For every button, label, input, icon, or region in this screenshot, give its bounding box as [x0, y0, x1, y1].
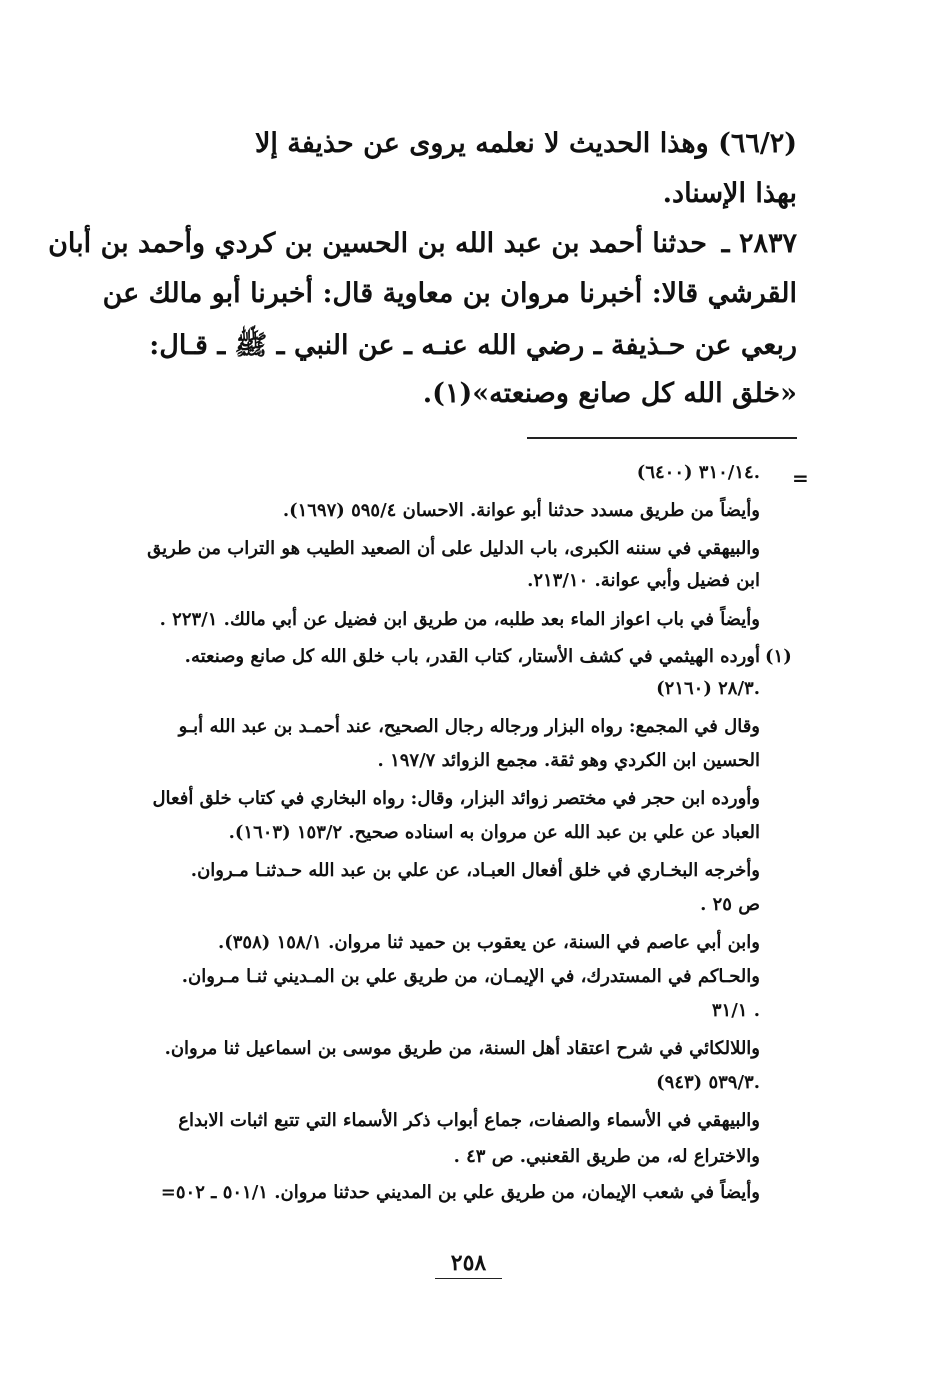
footnote-line: وابن أبي عاصم في السنة، عن يعقوب بن حميد ثنا مروان. ١٥٨/١ (٣٥٨). — [217, 932, 760, 953]
footnote-line: ٣١/١ . — [711, 1000, 760, 1021]
main-text-line-3: حدثنا أحمد بن عبد الله بن الحسين بن كردي وأحمد بن أبان — [48, 228, 707, 259]
footnote-marker: (١) — [765, 646, 792, 667]
footnote-line: وأخرجه البخـاري في خلق أفعال العبـاد، عن علي بن عبد الله حـدثنـا مـروان. — [190, 860, 760, 881]
footnote-line: والاختراع له، من طريق القعنبي. ص ٤٣ . — [453, 1146, 760, 1167]
footnote-line: وأورده ابن حجر في مختصر زوائد البزار، وقال: رواه البخاري في كتاب خلق أفعال — [152, 788, 760, 809]
hadith-number: ٢٨٣٧ ـ — [721, 228, 797, 259]
page-number — [0, 1250, 937, 1276]
main-text-line-4: القرشي قالا: أخبرنا مروان بن معاوية قال: أخبرنا أبو مالك عن — [102, 278, 797, 309]
footnote-line: والبيهقي في سننه الكبرى، باب الدليل على أن الصعيد الطيب هو التراب من طريق — [147, 538, 760, 559]
footnote-line: وأيضاً في باب اعواز الماء بعد طلبه، من طريق ابن فضيل عن أبي مالك. ٢٢٣/١ . — [159, 609, 760, 630]
footnote-line: العباد عن علي بن عبد الله عن مروان به اسناده صحيح. ١٥٣/٢ (١٦٠٣). — [228, 822, 760, 843]
main-text-line-6: «خلق الله كل صانع وصنعته»(١). — [422, 378, 797, 409]
footnote-line: ٣١٠/١٤ (٦٤٠٠). — [636, 462, 760, 483]
main-text-line-5: ربعي عن حـذيفة ـ رضي الله عنـه ـ عن النبي ـ ﷺ ـ قـال: — [149, 330, 797, 361]
footnote-line: ص ٢٥ . — [700, 894, 760, 915]
footnote-line: وأيضاً من طريق مسدد حدثنا أبو عوانة. الاحسان ٥٩٥/٤ (١٦٩٧). — [282, 500, 760, 521]
footnote-divider — [527, 437, 797, 439]
footnote-line: ٥٣٩/٣ (٩٤٣). — [656, 1072, 760, 1093]
footnote-line: والحـاكم في المستدرك، في الإيمـان، من طريق علي بن المـديني ثنـا مـروان. — [181, 966, 760, 987]
footnote-line: الحسين ابن الكردي وهو ثقة. مجمع الزوائد ١٩٧/٧ . — [377, 750, 760, 771]
footnote-line: وقال في المجمع: رواه البزار ورجاله رجال الصحيح، عند أحمـد بن عبد الله أبـو — [178, 716, 760, 737]
footnote-line: ٢٨/٣ (٢١٦٠). — [656, 678, 760, 699]
continuation-marker: = — [792, 466, 809, 490]
footnote-line: وأيضاً في شعب الإيمان، من طريق علي بن المديني حدثنا مروان. ٥٠١/١ ـ ٥٠٢= — [160, 1182, 760, 1203]
footnote-line: والبيهقي في الأسماء والصفات، جماع أبواب ذكر الأسماء التي تتبع اثبات الابداع — [178, 1110, 760, 1131]
footnote-line: واللالكائي في شرح اعتقاد أهل السنة، من طريق موسى بن اسماعيل ثنا مروان. — [164, 1038, 760, 1059]
footnote-line: ابن فضيل وأبي عوانة. ٢١٣/١٠. — [527, 570, 760, 591]
page-number-value: ٢٥٨ — [435, 1250, 502, 1279]
main-text-line-1: (٦٦/٢) وهذا الحديث لا نعلمه يروى عن حذيفة إلا — [254, 128, 797, 159]
footnote-line: أورده الهيثمي في كشف الأستار، كتاب القدر، باب خلق الله كل صانع وصنعته. — [184, 646, 760, 667]
main-text-line-2: بهذا الإسناد. — [662, 178, 797, 209]
